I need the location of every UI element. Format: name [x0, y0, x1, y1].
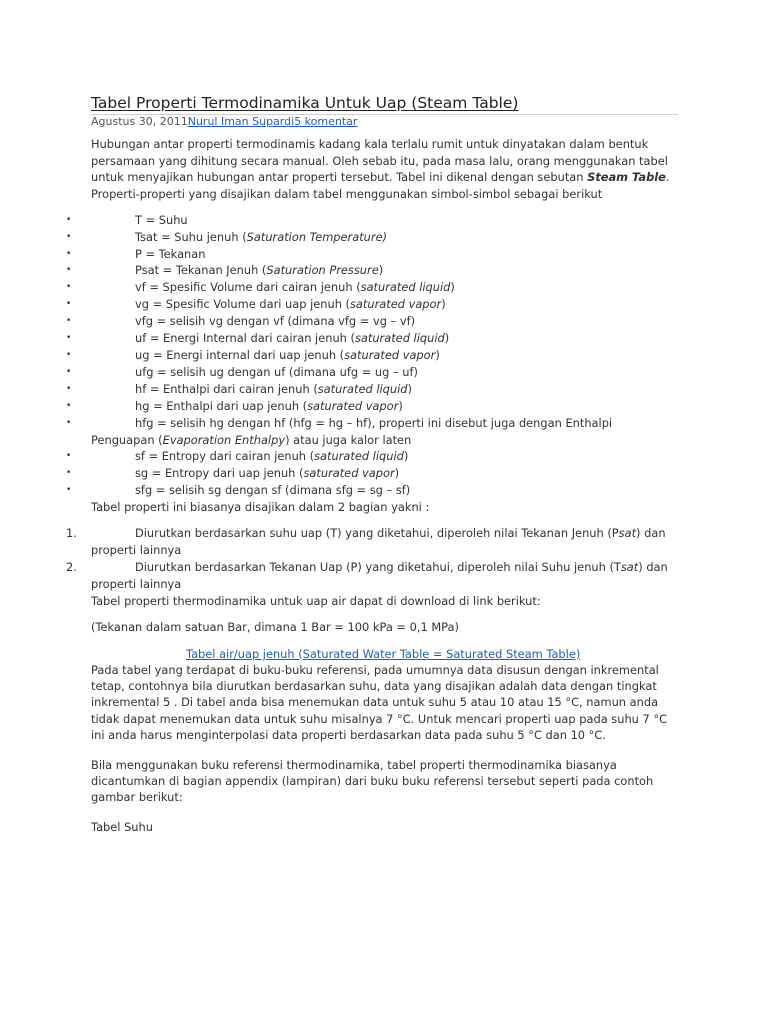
- item-text-end: ) dan: [638, 560, 668, 574]
- list-item-italic: saturated liquid: [314, 449, 404, 463]
- list-item-suffix: ): [435, 348, 440, 362]
- list-item-text: sg = Entropy dari uap jenuh (: [135, 466, 304, 480]
- list-item-suffix: ): [441, 297, 446, 311]
- list-item-suffix: ): [450, 280, 455, 294]
- list-item-suffix: ): [394, 466, 400, 480]
- list-item-text: sf = Entropy dari cairan jenuh (: [135, 449, 315, 463]
- bullet-marker: •: [66, 468, 72, 478]
- bullet-marker: •: [66, 316, 72, 326]
- article-title: Tabel Properti Termodinamika Untuk Uap (Steam Table): [91, 94, 519, 112]
- interpolation-paragraph: Pada tabel yang terdapat di buku-buku referensi, pada umumnya data disusun dengan inkremental tetap, contohnya bila diurutkan berdasarkan suhu, data yang disajikan adalah data dengan tingkat inkremental 5 . Di tabel anda bisa menemukan data untuk suhu 5 atau 10 atau 15 °C, namun anda tidak dapat menemukan data untuk suhu misalnya 7 °C. Untuk mencari properti uap pada suhu 7 °C ini anda harus menginterpolasi data properti berdasarkan data pada suhu 5 °C dan 10 °C.: [91, 663, 668, 742]
- intro-text-end: . Properti-properti yang disajikan dalam tabel menggunakan simbol-simbol sebagai berikut: [91, 170, 670, 201]
- list-item-text: ufg = selisih ug dengan uf (dimana ufg = ug – uf): [135, 365, 418, 379]
- item-text-end: ) dan: [636, 526, 666, 540]
- intro-bold-term: Steam Table: [587, 170, 666, 184]
- item-text: Diurutkan berdasarkan suhu uap (T) yang diketahui, diperoleh nilai Tekanan Jenuh (P: [135, 526, 619, 540]
- list-item-text: hg = Enthalpi dari uap jenuh (: [135, 399, 308, 413]
- list-item-text: P = Tekanan: [135, 247, 206, 261]
- list-item-suffix: ): [398, 399, 403, 413]
- bullet-marker: •: [66, 215, 72, 225]
- post-meta: [91, 115, 357, 128]
- item-continuation-text: properti lainnya: [91, 577, 182, 591]
- list-item-text: vg = Spesific Volume dari uap jenuh (: [135, 297, 350, 311]
- bullet-marker: •: [66, 367, 72, 377]
- bullet-marker: •: [66, 401, 72, 411]
- list-item-suffix: ): [444, 331, 450, 345]
- author-link[interactable]: Nurul Iman Supardi: [187, 115, 295, 128]
- continuation-suffix: ) atau juga kalor laten: [285, 433, 412, 447]
- list-item-italic: saturated liquid: [354, 331, 445, 345]
- item-subscript: sat: [618, 526, 637, 540]
- list-item-text: sfg = selisih sg dengan sf (dimana sfg = sg – sf): [135, 483, 411, 497]
- list-item-italic: Saturation Temperature): [246, 230, 388, 244]
- list-item-suffix: ): [407, 382, 412, 396]
- list-item-suffix: ): [403, 449, 409, 463]
- bullet-marker: •: [66, 265, 72, 275]
- intro-text-start: Hubungan antar properti termodinamis kadang kala terlalu rumit untuk dinyatakan dalam bentuk persamaan yang dihitung secara manual. Oleh sebab itu, pada masa lalu, orang menggunakan tabel untuk menyajikan hubungan antar properti tersebut. Tabel ini dikenal dengan sebutan: [91, 137, 668, 184]
- post-date: Agustus 30, 2011: [91, 115, 188, 128]
- list-item-italic: saturated vapor: [303, 466, 395, 480]
- list-item-text: Psat = Tekanan Jenuh (: [135, 263, 267, 277]
- bullet-marker: •: [66, 333, 72, 343]
- bullet-marker: •: [66, 232, 72, 242]
- list-item-text: ug = Energi internal dari uap jenuh (: [135, 348, 345, 362]
- list-item-text: T = Suhu: [135, 213, 188, 227]
- list-item-text: uf = Energi Internal dari cairan jenuh (: [135, 331, 355, 345]
- list-item-text: vf = Spesific Volume dari cairan jenuh (: [135, 280, 361, 294]
- pressure-note-text: (Tekanan dalam satuan Bar, dimana 1 Bar = 100 kPa = 0,1 MPa): [91, 620, 459, 634]
- bullet-marker: •: [66, 299, 72, 309]
- appendix-paragraph: Bila menggunakan buku referensi thermodinamika, tabel properti thermodinamika biasanya dicantumkan di bagian appendix (lampiran) dari buku buku referensi tersebut seperti pada contoh gambar berikut:: [91, 758, 654, 805]
- intro-paragraph: [91, 136, 681, 202]
- bullet-marker: •: [66, 249, 72, 259]
- list-item-suffix: ): [378, 263, 384, 277]
- continuation-italic: Evaporation Enthalpy: [162, 433, 286, 447]
- list-item-text: hf = Enthalpi dari cairan jenuh (: [135, 382, 318, 396]
- list-item-italic: saturated vapor: [307, 399, 399, 413]
- list-item-italic: Saturation Pressure: [266, 263, 379, 277]
- steam-table-download-link[interactable]: Tabel air/uap jenuh (Saturated Water Table = Saturated Steam Table): [186, 647, 581, 661]
- continuation-text: Penguapan (: [91, 433, 163, 447]
- bullet-marker: •: [66, 350, 72, 360]
- list-item-text: Tsat = Suhu jenuh (: [135, 230, 247, 244]
- bullet-marker: •: [66, 418, 72, 428]
- item-number: 2.: [66, 560, 77, 574]
- table-heading-text: Tabel Suhu: [91, 820, 153, 834]
- sections-intro-text: Tabel properti ini biasanya disajikan dalam 2 bagian yakni :: [91, 500, 430, 514]
- comments-link[interactable]: 5 komentar: [294, 115, 358, 128]
- download-text: Tabel properti thermodinamika untuk uap air dapat di download di link berikut:: [91, 594, 541, 608]
- list-item-text: vfg = selisih vg dengan vf (dimana vfg = vg – vf): [135, 314, 416, 328]
- bullet-marker: •: [66, 451, 72, 461]
- item-continuation-text: properti lainnya: [91, 543, 182, 557]
- bullet-marker: •: [66, 485, 72, 495]
- list-item-italic: saturated vapor: [344, 348, 436, 362]
- bullet-marker: •: [66, 384, 72, 394]
- list-item-italic: saturated liquid: [360, 280, 451, 294]
- item-number: 1.: [66, 526, 77, 540]
- list-item-italic: saturated vapor: [350, 297, 442, 311]
- bullet-marker: •: [66, 282, 72, 292]
- list-item-italic: saturated liquid: [317, 382, 408, 396]
- list-item-text: hfg = selisih hg dengan hf (hfg = hg – hf), properti ini disebut juga dengan Enthalpi: [135, 416, 613, 430]
- item-text: Diurutkan berdasarkan Tekanan Uap (P) yang diketahui, diperoleh nilai Suhu jenuh (T: [135, 560, 621, 574]
- item-subscript: sat: [620, 560, 639, 574]
